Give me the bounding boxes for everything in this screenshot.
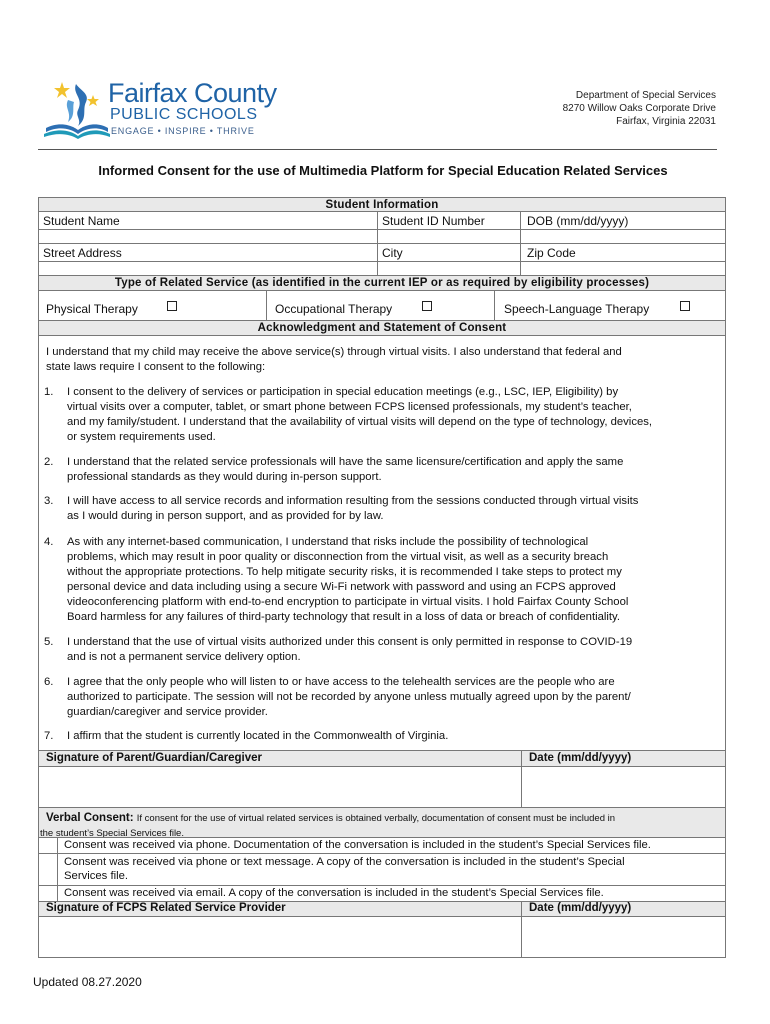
street-address-label: Street Address (43, 246, 122, 260)
fcps-logo (42, 78, 112, 142)
parent-signature-label: Signature of Parent/Guardian/Caregiver (46, 752, 263, 764)
consent-item-4 (44, 535, 724, 635)
consent-intro-line: I understand that my child may receive the above service(s) through virtual visits. I also understand that federal and (46, 346, 622, 358)
item-number: 1. (44, 386, 54, 398)
verbal-consent-header (38, 807, 726, 838)
street-label-cell (38, 243, 378, 262)
verbal-option-label: Consent was received via email. A copy of the conversation is included in the student’s Special Services file. (64, 887, 604, 899)
verbal-phone-checkbox[interactable] (38, 837, 58, 854)
parent-date-field[interactable] (521, 766, 726, 808)
consent-list (44, 385, 724, 747)
item-line: As with any internet-based communication, I understand that risks include the possibility of technological (67, 536, 589, 548)
consent-item-6 (44, 675, 724, 729)
provider-signature-label: Signature of FCPS Related Service Provider (46, 902, 286, 914)
verbal-consent-label: Verbal Consent: (46, 812, 134, 824)
city-label-cell (377, 243, 521, 262)
parent-date-label: Date (mm/dd/yyyy) (529, 752, 632, 764)
physical-therapy-label: Physical Therapy (46, 302, 138, 316)
department-name: Department of Special Services (575, 90, 716, 101)
item-line: I will have access to all service records and information resulting from the sessions conducted through virtual visits (67, 495, 639, 507)
department-address (563, 89, 716, 128)
acknowledgment-heading: Acknowledgment and Statement of Consent (257, 322, 507, 334)
city-label: City (382, 246, 403, 260)
verbal-option-email (57, 885, 726, 902)
consent-item-2 (44, 455, 724, 494)
verbal-option-label: Consent was received via phone. Documentation of the conversation is included in the student’s Special Services file. (64, 839, 651, 851)
item-line: professional standards as they would during in-person support. (67, 471, 382, 483)
parent-signature-field[interactable] (38, 766, 522, 808)
verbal-option-label: Services file. (64, 869, 129, 882)
service-option-speech (494, 290, 726, 321)
item-line: personal device and data including using a secure Wi-Fi network with password and using an FCPS approved (67, 581, 616, 593)
item-line: without the appropriate protections. To help mitigate security risks, it is recommended I take steps to protect my (67, 566, 622, 578)
provider-date-header (521, 901, 726, 917)
item-line: or system requirements used. (67, 431, 216, 443)
logo-tagline: ENGAGE • INSPIRE • THRIVE (111, 126, 255, 136)
consent-item-1 (44, 385, 724, 455)
physical-therapy-checkbox[interactable] (167, 301, 177, 311)
speech-language-therapy-label: Speech-Language Therapy (504, 302, 650, 316)
student-name-field[interactable] (38, 229, 378, 244)
provider-date-label: Date (mm/dd/yyyy) (529, 902, 632, 914)
student-id-label-cell (377, 211, 521, 230)
verbal-email-checkbox[interactable] (38, 885, 58, 902)
consent-item-5 (44, 635, 724, 675)
speech-language-therapy-checkbox[interactable] (680, 301, 690, 311)
item-line: and is not a permanent service delivery option. (67, 651, 301, 663)
student-name-label: Student Name (43, 214, 120, 228)
item-number: 4. (44, 536, 54, 548)
item-line: Board harmless for any failures of third-party technology that result in a loss of data or breach of confidentiality. (67, 611, 620, 623)
student-id-label: Student ID Number (382, 214, 485, 228)
service-option-physical (38, 290, 267, 321)
form-title: Informed Consent for the use of Multimedia Platform for Special Education Related Services (98, 163, 668, 178)
header-divider (38, 149, 717, 150)
consent-item-7 (44, 729, 724, 747)
parent-date-header (521, 750, 726, 767)
item-line: I agree that the only people who will listen to or have access to the telehealth services are the people who are (67, 676, 615, 688)
item-line: videoconferencing platform with end-to-end encryption to participate in virtual visits. I hold Fairfax County School (67, 596, 629, 608)
logo-subtitle: PUBLIC SCHOOLS (110, 106, 258, 123)
item-line: virtual visits over a computer, tablet, or smart phone between FCPS licensed professionals, my student’s teacher, (67, 401, 632, 413)
service-type-heading: Type of Related Service (as identified in the current IEP or as required by eligibility processes) (114, 277, 650, 289)
city-field[interactable] (377, 261, 521, 276)
occupational-therapy-label: Occupational Therapy (275, 302, 393, 316)
service-type-header (38, 275, 726, 291)
street-address-field[interactable] (38, 261, 378, 276)
consent-intro-line: state laws require I consent to the following: (46, 361, 266, 373)
service-option-occupational (266, 290, 495, 321)
logo-name: Fairfax County (108, 78, 277, 108)
zip-label-cell (520, 243, 726, 262)
dob-label-cell (520, 211, 726, 230)
department-street: 8270 Willow Oaks Corporate Drive (562, 103, 716, 114)
consent-intro (46, 345, 716, 375)
parent-signature-header (38, 750, 522, 767)
item-number: 2. (44, 456, 54, 468)
consent-item-3 (44, 494, 724, 535)
department-city: Fairfax, Virginia 22031 (616, 116, 716, 127)
item-line: authorized to participate. The session will not be recorded by anyone unless mutually agreed upon by the parent/ (67, 691, 631, 703)
zip-code-field[interactable] (520, 261, 726, 276)
verbal-option-phone (57, 837, 726, 854)
item-line: I consent to the delivery of services or participation in special education meetings (e.g., LSC, IEP, Eligibility) by (67, 386, 619, 398)
provider-signature-field[interactable] (38, 916, 522, 958)
flame-icon (67, 84, 87, 126)
provider-date-field[interactable] (521, 916, 726, 958)
item-number: 3. (44, 495, 54, 507)
item-number: 7. (44, 730, 54, 742)
item-line: and my family/student. I understand that the availability of virtual visits will depend on the type of technology, devices, (67, 416, 653, 428)
book-icon (44, 124, 110, 139)
dob-label: DOB (mm/dd/yyyy) (527, 214, 629, 228)
item-line: guardian/caregiver and service provider. (67, 706, 268, 718)
verbal-option-phone-text (57, 853, 726, 886)
item-line: I affirm that the student is currently located in the Commonwealth of Virginia. (67, 730, 449, 742)
zip-code-label: Zip Code (527, 246, 576, 260)
dob-field[interactable] (520, 229, 726, 244)
verbal-option-label: Consent was received via phone or text message. A copy of the conversation is included in the student’s Special (64, 856, 625, 868)
item-number: 5. (44, 636, 54, 648)
occupational-therapy-checkbox[interactable] (422, 301, 432, 311)
student-id-field[interactable] (377, 229, 521, 244)
acknowledgment-header (38, 320, 726, 336)
verbal-consent-note: If consent for the use of virtual related services is obtained verbally, documentation of consent must be included in (136, 813, 616, 824)
verbal-phone-text-checkbox[interactable] (38, 853, 58, 886)
item-line: I understand that the use of virtual visits authorized under this consent is only permitted in response to COVID-19 (67, 636, 633, 648)
student-info-heading: Student Information (325, 199, 439, 211)
student-name-label-cell (38, 211, 378, 230)
student-info-header (38, 197, 726, 212)
item-number: 6. (44, 676, 54, 688)
item-line: problems, which may result in poor quality or disconnection from the virtual visit, as well as a security breach (67, 551, 609, 563)
item-line: I understand that the related service professionals will have the same licensure/certification and apply the same (67, 456, 624, 468)
provider-signature-header (38, 901, 522, 917)
updated-date: Updated 08.27.2020 (33, 975, 142, 989)
verbal-consent-note: the student’s Special Services file. (40, 828, 184, 839)
item-line: as I would during in person support, and as provided for by law. (67, 510, 384, 522)
